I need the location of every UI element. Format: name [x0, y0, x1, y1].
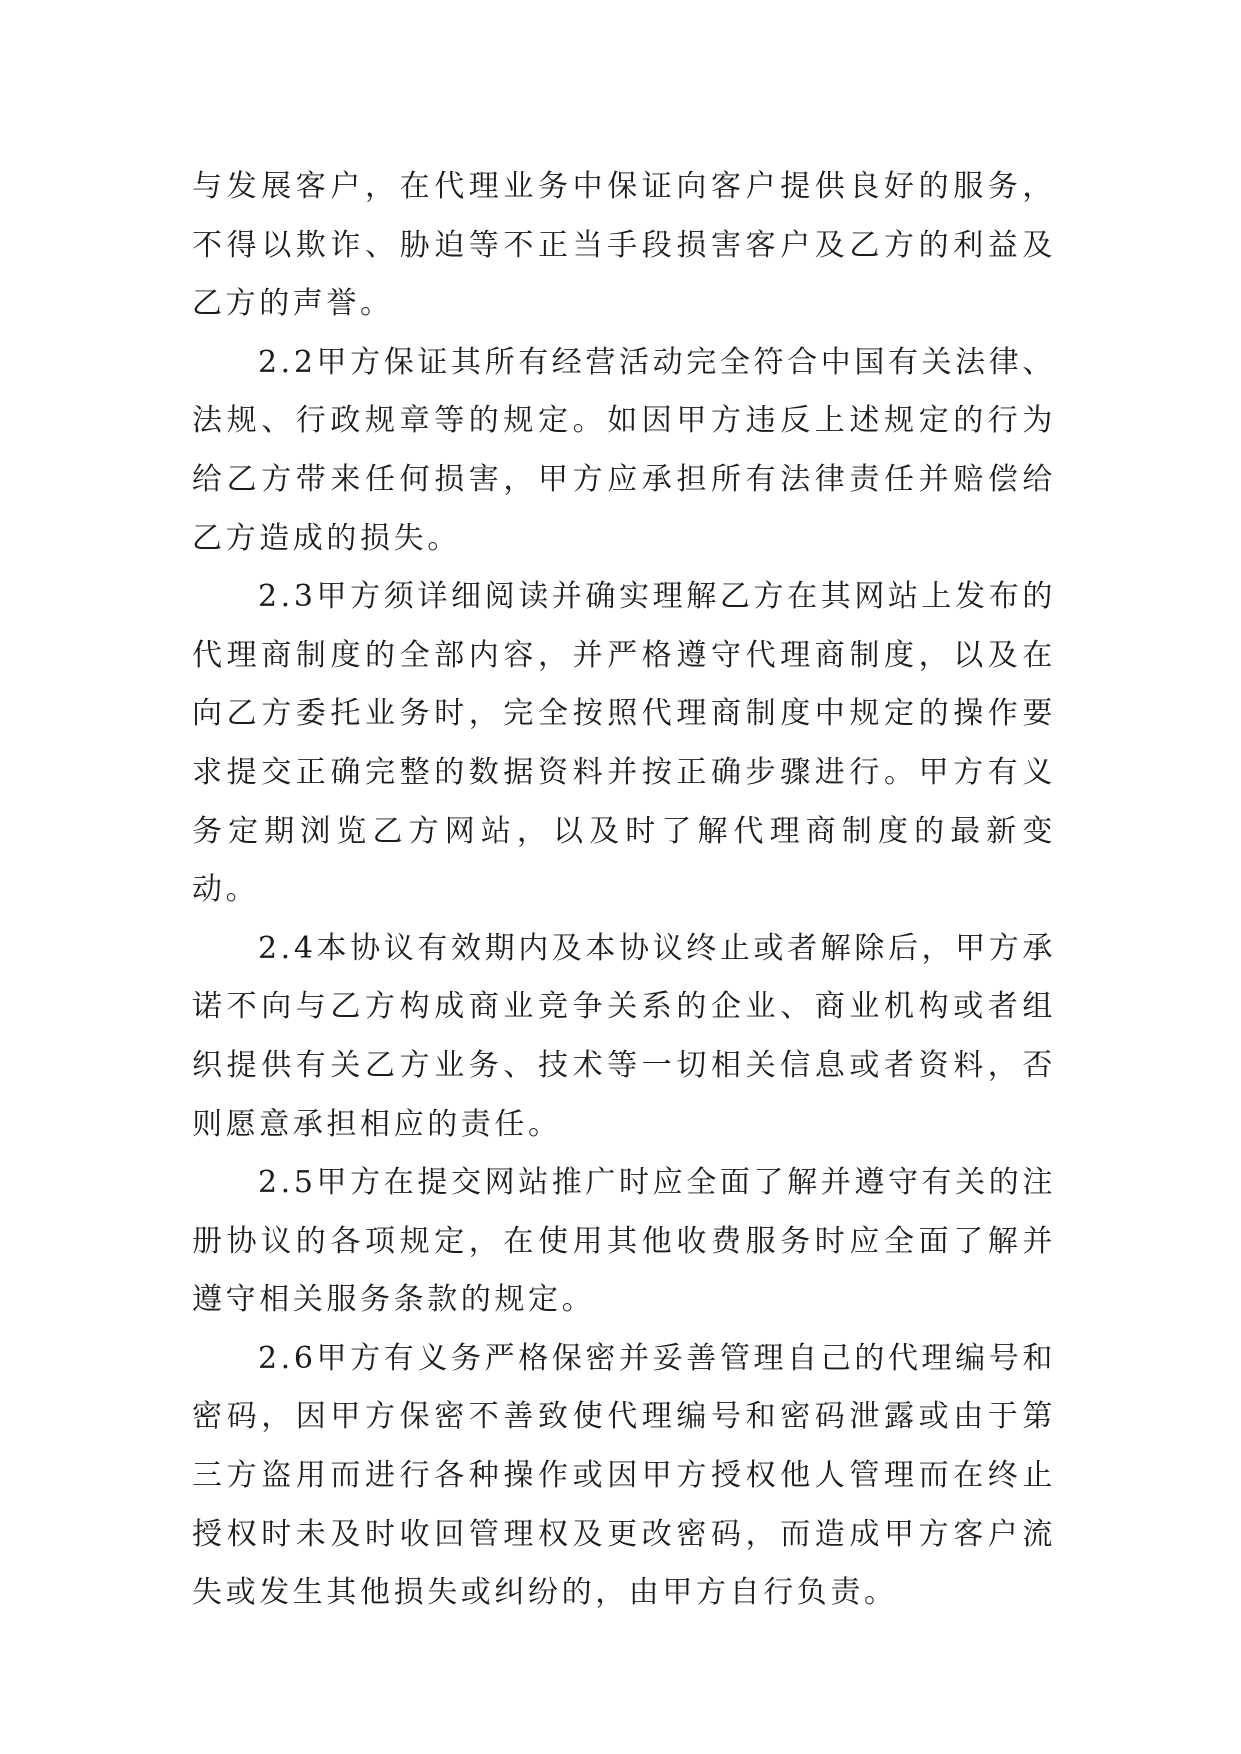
- paragraph-continuation: 与发展客户，在代理业务中保证向客户提供良好的服务，不得以欺诈、胁迫等不正当手段损害客户及乙方的利益及乙方的声誉。: [192, 169, 1056, 322]
- paragraph-clause-2-6: 2.6甲方有义务严格保密并妥善管理自己的代理编号和密码，因甲方保密不善致使代理编号和密码泄露或由于第三方盗用而进行各种操作或因甲方授权他人管理而在终止授权时未及时收回管理权及更改密码，而造成甲方客户流失或发生其他损失或纠纷的，由甲方自行负责。: [192, 1340, 1056, 1611]
- paragraph-clause-2-2: 2.2甲方保证其所有经营活动完全符合中国有关法律、法规、行政规章等的规定。如因甲方违反上述规定的行为给乙方带来任何损害，甲方应承担所有法律责任并赔偿给乙方造成的损失。: [192, 344, 1056, 556]
- paragraph-clause-2-3: 2.3甲方须详细阅读并确实理解乙方在其网站上发布的代理商制度的全部内容，并严格遵守代理商制度，以及在向乙方委托业务时，完全按照代理商制度中规定的操作要求提交正确完整的数据资料并按正确步骤进行。甲方有义务定期浏览乙方网站，以及时了解代理商制度的最新变动。: [192, 579, 1056, 908]
- paragraph-clause-2-5: 2.5甲方在提交网站推广时应全面了解并遵守有关的注册协议的各项规定，在使用其他收费服务时应全面了解并遵守相关服务条款的规定。: [192, 1165, 1056, 1318]
- document-body: [192, 158, 1056, 1623]
- paragraph-clause-2-4: 2.4本协议有效期内及本协议终止或者解除后，甲方承诺不向与乙方构成商业竞争关系的企业、商业机构或者组织提供有关乙方业务、技术等一切相关信息或者资料，否则愿意承担相应的责任。: [192, 930, 1056, 1142]
